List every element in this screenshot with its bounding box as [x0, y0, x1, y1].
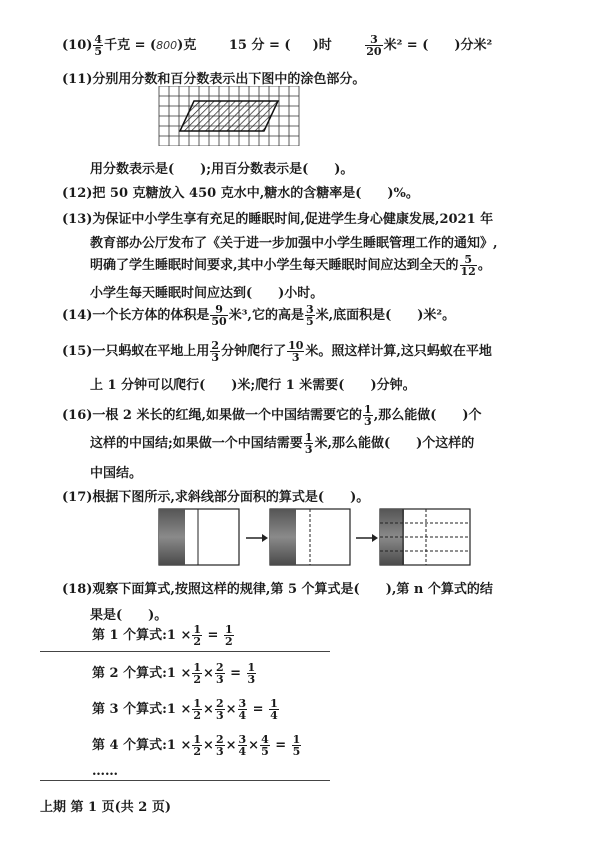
fraction-rectangles-figure — [158, 508, 476, 568]
fraction: $\frac{3}{20}$ — [366, 33, 382, 58]
fraction: $\frac{1}{2}$ — [193, 733, 202, 758]
fraction: $\frac{1}{4}$ — [270, 697, 278, 722]
fraction: $\frac{1}{2}$ — [193, 697, 202, 722]
fraction: $\frac{1}{5}$ — [292, 733, 301, 758]
q16-line3: 中国结。 — [90, 466, 143, 481]
fraction: $\frac{2}{3}$ — [211, 339, 220, 364]
fraction: $\frac{9}{50}$ — [211, 303, 227, 328]
fraction: $\frac{2}{3}$ — [215, 697, 224, 722]
q11-text: (11)分别用分数和百分数表示出下图中的涂色部分。 — [62, 72, 366, 87]
divider — [40, 780, 330, 781]
fraction: $\frac{1}{2}$ — [193, 623, 202, 648]
q10-line: (10) $\frac{4}{5}$ 千克 = (800)克 15 分 = ( )时 $\frac{3}{20}$ 米² = ( )分米² — [62, 33, 493, 58]
q13-line1: (13)为保证中小学生享有充足的睡眠时间,促进学生身心健康发展,2021 年 — [62, 212, 494, 227]
fraction: $\frac{1}{3}$ — [364, 403, 372, 428]
q15-line1: (15)一只蚂蚁在平地上用 $\frac{2}{3}$ 分钟爬行了 $\frac{10}{3}$ 米。照这样计算,这只蚂蚁在平地 — [62, 339, 492, 364]
q12-text: (12)把 50 克糖放入 450 克水中,糖水的含糖率是( )%。 — [62, 186, 419, 201]
fraction: $\frac{2}{3}$ — [215, 733, 224, 758]
q11-answer: 用分数表示是( );用百分数表示是( )。 — [90, 162, 354, 177]
fraction: $\frac{1}{2}$ — [193, 661, 202, 686]
q10-number: (10) — [62, 38, 93, 53]
formula-row: 第 1 个算式:1 × $\frac{1}{2}$ = $\frac{1}{2}$ — [92, 623, 233, 648]
divider — [40, 651, 330, 652]
formula-row: 第 4 个算式:1 × $\frac{1}{2}$ × $\frac{2}{3}$ × $\frac{3}{4}$ × $\frac{4}{5}$ = $\frac{1}{5}$ — [92, 733, 301, 758]
fraction: $\frac{2}{3}$ — [215, 661, 224, 686]
q18-line2: 果是( )。 — [90, 608, 168, 623]
fraction: $\frac{3}{4}$ — [238, 733, 247, 758]
q14-line: (14)一个长方体的体积是 $\frac{9}{50}$ 米³,它的高是 $\frac{3}{5}$ 米,底面积是( )米²。 — [62, 303, 456, 328]
fraction: $\frac{1}{3}$ — [304, 431, 313, 456]
q13-line4: 小学生每天睡眠时间应达到( )小时。 — [90, 286, 324, 301]
shaded-parallelogram — [180, 101, 278, 131]
fraction: $\frac{3}{5}$ — [305, 303, 314, 328]
formula-row: 第 2 个算式:1 × $\frac{1}{2}$ × $\frac{2}{3}$ = $\frac{1}{3}$ — [92, 661, 256, 686]
page-footer: 上期 第 1 页(共 2 页) — [40, 800, 172, 815]
grid-figure — [158, 86, 300, 146]
fraction: $\frac{4}{5}$ — [94, 33, 103, 58]
fraction: $\frac{3}{4}$ — [238, 697, 247, 722]
q13-line3: 明确了学生睡眠时间要求,其中小学生每天睡眠时间应达到全天的 $\frac{5}{12}$ 。 — [90, 253, 491, 278]
q15-line2: 上 1 分钟可以爬行( )米;爬行 1 米需要( )分钟。 — [90, 378, 416, 393]
fraction: $\frac{1}{3}$ — [247, 661, 256, 686]
q13-line2: 教育部办公厅发布了《关于进一步加强中小学生睡眠管理工作的通知》, — [90, 236, 498, 251]
fraction: $\frac{10}{3}$ — [288, 339, 304, 364]
formula-row: 第 3 个算式:1 × $\frac{1}{2}$ × $\frac{2}{3}$ × $\frac{3}{4}$ = $\frac{1}{4}$ — [92, 697, 278, 722]
fraction: $\frac{5}{12}$ — [460, 253, 476, 278]
q17-text: (17)根据下图所示,求斜线部分面积的算式是( )。 — [62, 490, 370, 505]
q18-line1: (18)观察下面算式,按照这样的规律,第 5 个算式是( ),第 n 个算式的结 — [62, 582, 493, 597]
fraction: $\frac{4}{5}$ — [261, 733, 269, 758]
q16-line1: (16)一根 2 米长的红绳,如果做一个中国结需要它的 $\frac{1}{3}$ ,那么能做( )个 — [62, 403, 482, 428]
q16-line2: 这样的中国结;如果做一个中国结需要 $\frac{1}{3}$ 米,那么能做( )个这样的 — [90, 431, 475, 456]
ellipsis: …… — [92, 764, 118, 779]
fraction: $\frac{1}{2}$ — [224, 623, 233, 648]
handwritten-answer: 800 — [156, 39, 178, 52]
